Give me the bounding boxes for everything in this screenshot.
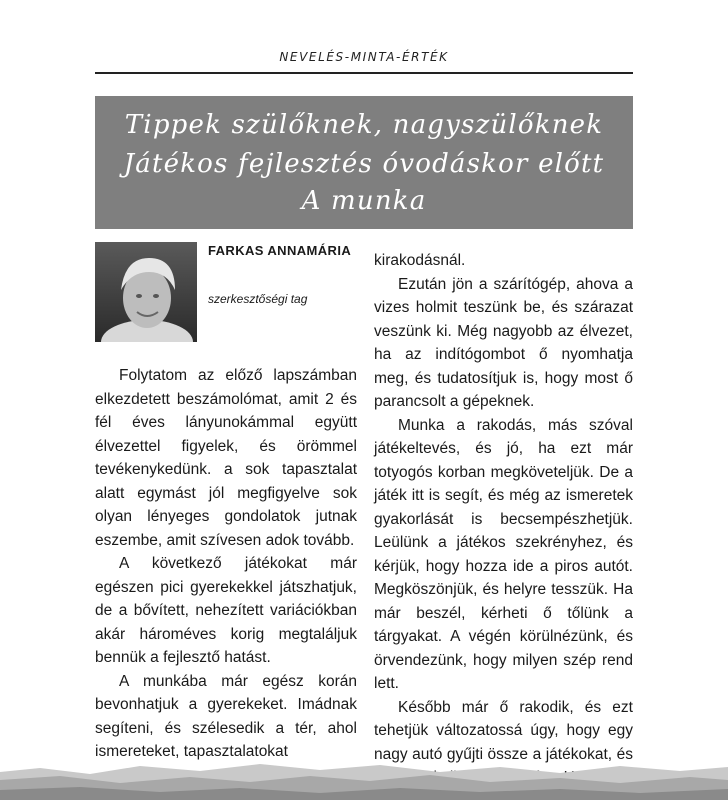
article-title-line-3: A munka xyxy=(301,186,427,216)
left-column xyxy=(95,364,357,764)
author-portrait-image xyxy=(95,242,197,342)
article-title-line-1: Tippek szülőknek, nagyszülőknek xyxy=(124,110,604,140)
section-title: NEVELÉS-MINTA-ÉRTÉK xyxy=(279,50,449,64)
paragraph: Munka a rakodás, más szóval játékeltevés, és jó, ha ezt már totyogós korban megköveteljük. De a játék itt is segít, és még az ismeretek gyakorlását is becsempészhetjük. Leülünk a játékos szekrényhez, és kérjük, hogy hozza ide a piros autót. Megköszönjük, és helyre tesszük. Ha már beszél, kérheti ő tőlünk a tárgyakat. A végén körülnézünk, és örvendezünk, hogy milyen szép rend lett. xyxy=(374,416,633,692)
section-header xyxy=(95,44,633,74)
author-name: FARKAS ANNAMÁRIA xyxy=(208,243,352,258)
author-role: szerkesztőségi tag xyxy=(208,292,308,306)
article-title-line-2: Játékos fejlesztés óvodáskor előtt xyxy=(123,149,605,179)
paragraph: Folytatom az előző lapszámban elkezdetett beszámolómat, amit 2 és fél éves lányunokámmal együtt élvezettel figyelek, és örömmel tevékenykedünk. a sok tapasztalat alatt egymást jól megfigyelve sok olyan lényeges gondolatok jutnak eszembe, amit szívesen adok tovább. xyxy=(95,367,357,549)
article-title-box xyxy=(95,96,633,229)
paragraph-continuation: kirakodásnál. xyxy=(374,252,466,269)
paragraph: A következő játékokat már egészen pici gyerekekkel játszhatjuk, de a bővített, nehezített variációkban akár hároméves korig megtaláljuk bennük a fejlesztő hatást. xyxy=(95,555,357,666)
paragraph: Ezután jön a szárítógép, ahova a vizes holmit teszünk be, és szárazat veszünk ki. Még nagyobb az élvezet, ha az indítógombot ő nyomhatja meg, és tudatosítjuk is, hogy most ő parancsolt a gépeknek. xyxy=(374,275,633,410)
paragraph: Később már ő rakodik, és ezt tehetjük változatossá úgy, hogy egy nagy autó gyűjti össze a játékokat, és xyxy=(374,698,633,763)
torn-page-edge xyxy=(0,752,728,800)
paragraph: A munkába már egész korán bevonhatjuk a gyerekeket. Imádnak segíteni, és szélesedik a tér, ahol ismereteket, tapasztalatokat xyxy=(95,672,357,760)
right-column xyxy=(374,249,633,790)
author-photo xyxy=(95,242,197,342)
